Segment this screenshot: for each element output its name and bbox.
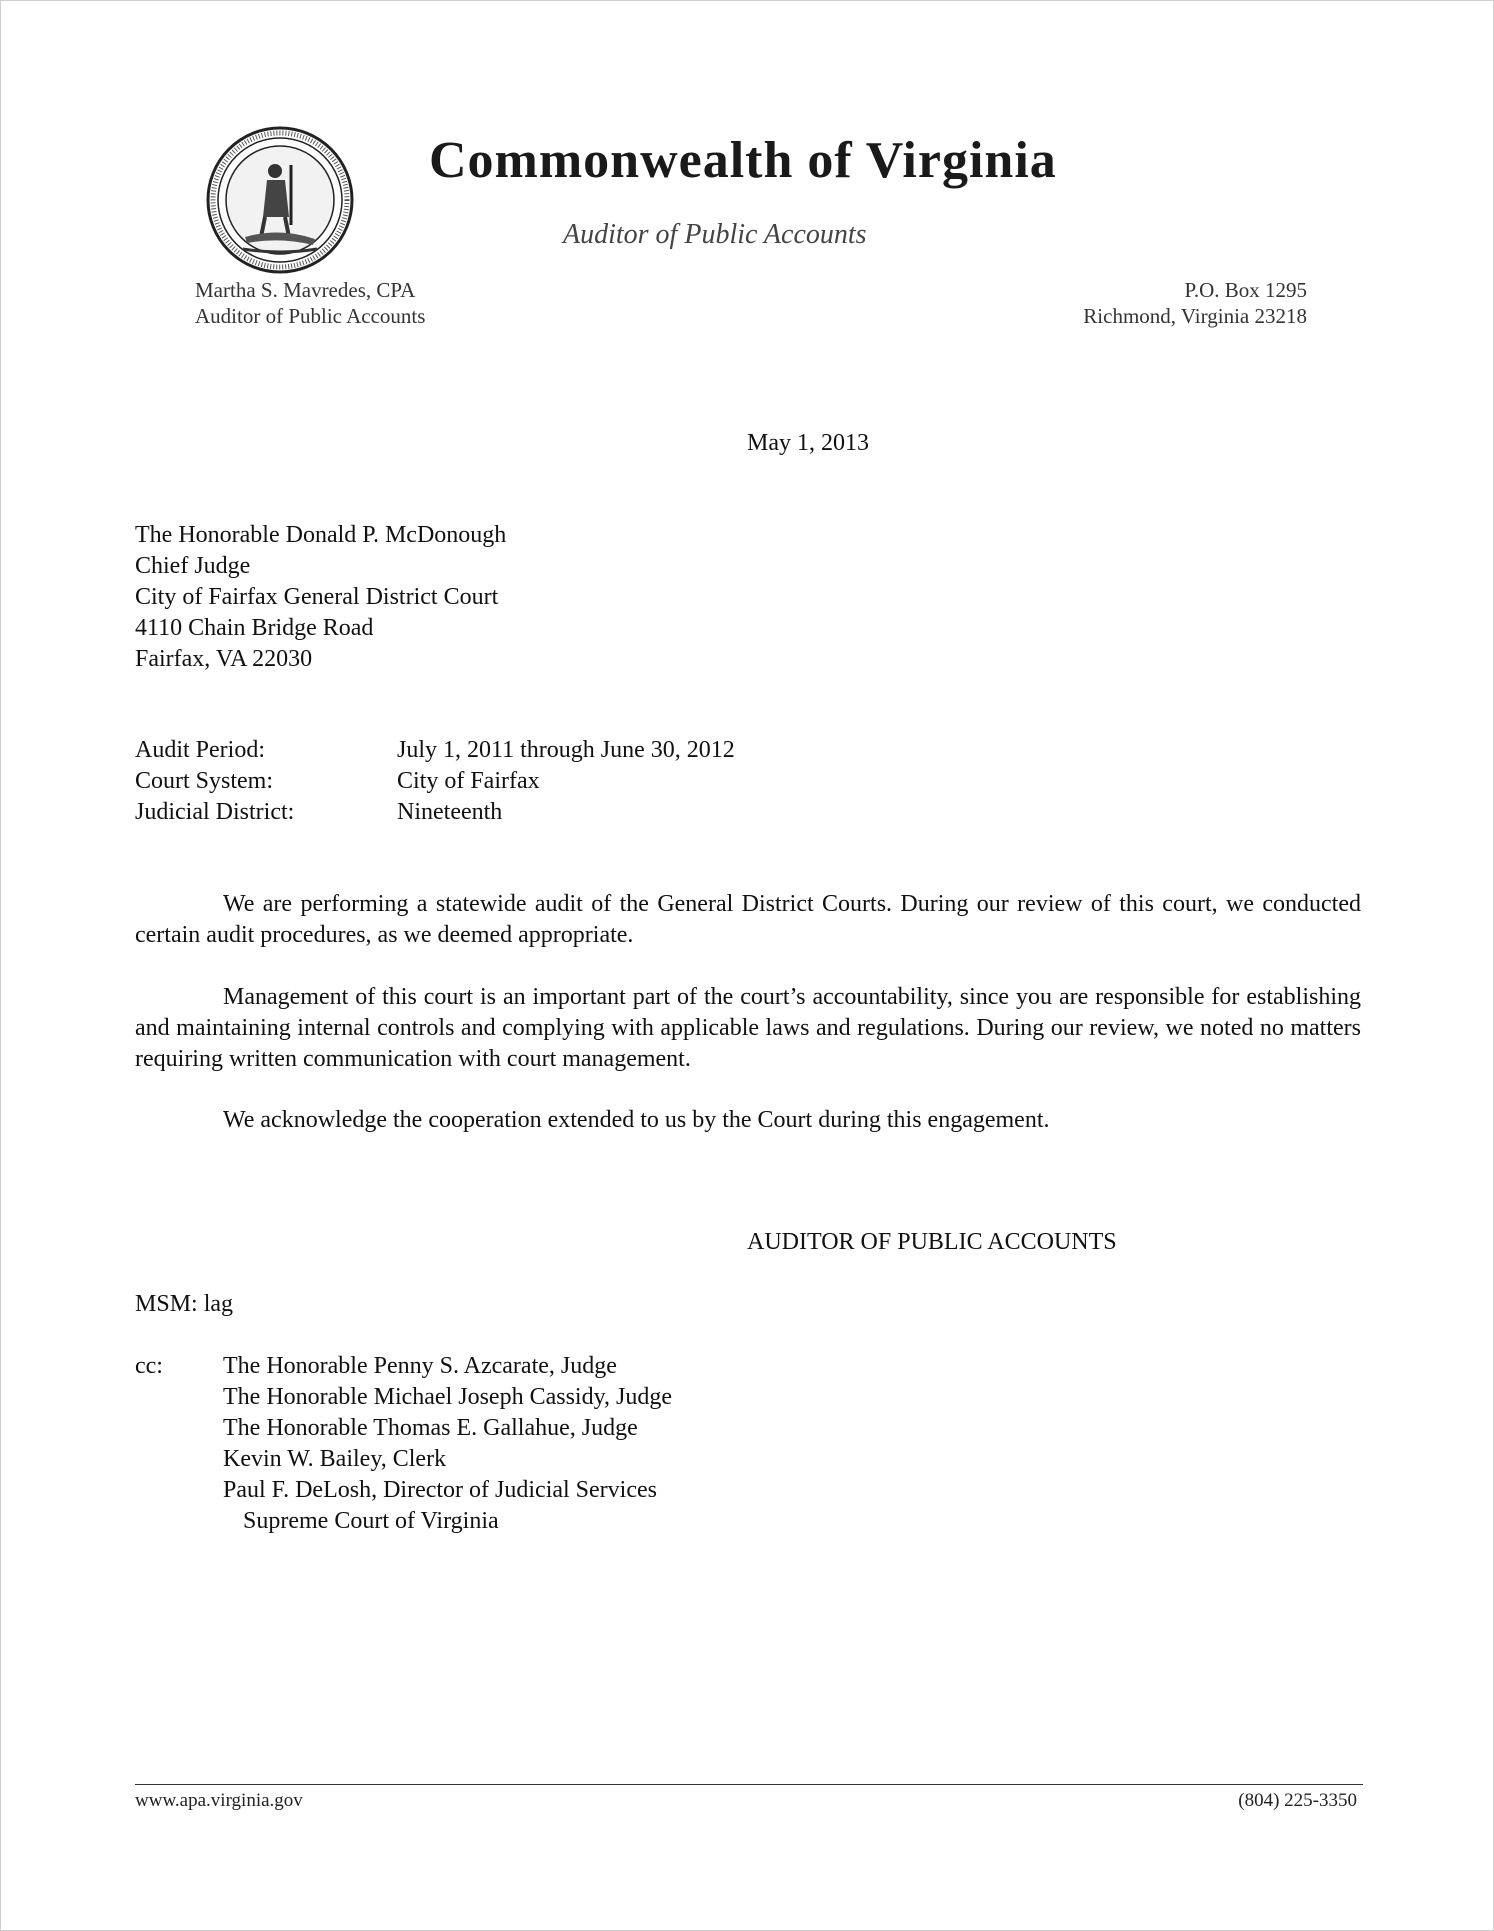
audit-info-value: City of Fairfax xyxy=(397,768,540,794)
recipient-line: 4110 Chain Bridge Road xyxy=(135,615,374,641)
recipient-line: Chief Judge xyxy=(135,553,251,579)
audit-info-value: Nineteenth xyxy=(397,799,503,825)
virginia-seal-icon xyxy=(205,125,355,275)
cc-recipient: Kevin W. Bailey, Clerk xyxy=(223,1446,447,1472)
footer-divider xyxy=(135,1784,1363,1785)
auditor-block xyxy=(195,277,425,329)
body-paragraph: We are performing a statewide audit of the General District Courts. During our review of this court, we conducted certain audit procedures, as we deemed appropriate. xyxy=(135,891,1361,948)
reference-initials: MSM: lag xyxy=(135,1291,234,1317)
letterhead-subtitle: Auditor of Public Accounts xyxy=(563,219,867,250)
recipient-line: City of Fairfax General District Court xyxy=(135,584,499,610)
letter-date: May 1, 2013 xyxy=(747,430,869,456)
cc-list xyxy=(223,1351,672,1537)
body-paragraph: Management of this court is an important part of the court’s accountability, since you are responsible for establishing and maintaining internal controls and complying with applicable laws and regulations. During our review, we noted no matters requiring written communication with court management. xyxy=(135,984,1361,1072)
audit-info xyxy=(135,735,735,828)
audit-info-row xyxy=(135,735,735,766)
cc-recipient: Supreme Court of Virginia xyxy=(243,1508,499,1534)
recipient-address xyxy=(135,520,506,675)
body-paragraph: We acknowledge the cooperation extended to us by the Court during this engagement. xyxy=(223,1107,1050,1133)
letterhead-title: Commonwealth of Virginia xyxy=(429,132,1057,189)
audit-info-row xyxy=(135,766,735,797)
signature-block: AUDITOR OF PUBLIC ACCOUNTS xyxy=(747,1229,1117,1255)
audit-info-value: July 1, 2011 through June 30, 2012 xyxy=(397,737,735,763)
cc-recipient: Paul F. DeLosh, Director of Judicial Services xyxy=(223,1477,657,1503)
auditor-name: Martha S. Mavredes, CPA xyxy=(195,278,416,302)
audit-info-label: Audit Period: xyxy=(135,737,265,763)
audit-info-label: Court System: xyxy=(135,768,274,794)
cc-recipient: The Honorable Michael Joseph Cassidy, Judge xyxy=(223,1384,673,1410)
office-city: Richmond, Virginia 23218 xyxy=(1083,304,1307,328)
recipient-line: Fairfax, VA 22030 xyxy=(135,646,313,672)
cc-recipient: The Honorable Penny S. Azcarate, Judge xyxy=(223,1353,617,1379)
footer-website: www.apa.virginia.gov xyxy=(135,1790,303,1811)
audit-info-label: Judicial District: xyxy=(135,799,295,825)
cc-label: cc: xyxy=(135,1353,163,1379)
footer-phone: (804) 225-3350 xyxy=(1238,1790,1357,1811)
audit-info-row xyxy=(135,797,735,828)
auditor-title: Auditor of Public Accounts xyxy=(195,304,426,328)
recipient-line: The Honorable Donald P. McDonough xyxy=(135,522,507,548)
cc-recipient: The Honorable Thomas E. Gallahue, Judge xyxy=(223,1415,638,1441)
po-box: P.O. Box 1295 xyxy=(1184,278,1307,302)
office-address-block xyxy=(1083,277,1307,329)
